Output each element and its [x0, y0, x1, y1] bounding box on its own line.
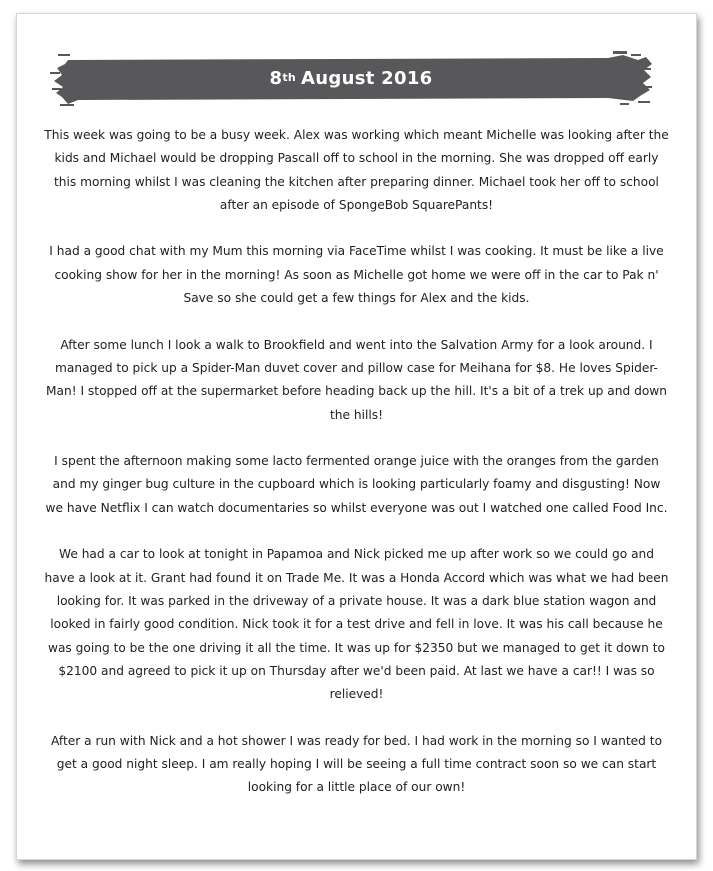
- date-day: 8: [269, 67, 283, 89]
- entry-body: [44, 124, 669, 823]
- date-banner: [48, 46, 654, 110]
- paragraph-1: This week was going to be a busy week. Alex was working which meant Michelle was looking after the kids and Michael would be dropping Pascall off to school in the morning. She was dropped off early this morning whilst I was cleaning the kitchen after preparing dinner. Michael took her off to school after an episode of SpongeBob SquarePants!: [44, 128, 669, 212]
- paragraph-4: I spent the afternoon making some lacto fermented orange juice with the oranges from the garden and my ginger bug culture in the cupboard which is looking particularly foamy and disgusting! Now we have Netflix I can watch documentaries so whilst everyone was out I watched one called Food Inc.: [45, 454, 668, 515]
- date-suffix: th: [282, 70, 297, 84]
- paragraph-6: After a run with Nick and a hot shower I was ready for bed. I had work in the morning so I wanted to get a good night sleep. I am really hoping I will be seeing a full time contract soon so we can start looking for a little place of our own!: [50, 733, 663, 795]
- entry-date: [48, 46, 654, 110]
- paragraph-5: We had a car to look at tonight in Papamoa and Nick picked me up after work so we could go and have a look at it. Grant had found it on Trade Me. It was a Honda Accord which was what we had been looking for. It was parked in the driveway of a private house. It was a dark blue station wagon and looked in fairly good condition. Nick took it for a test drive and fell in love. It was his call because he was going to be the one driving it all the time. It was up for $2350 but we managed to get it down to $2100 and agreed to pick it up on Thursday after we'd been paid. At last we have a car!! I was so relieved!: [44, 547, 669, 702]
- date-month-year: August 2016: [301, 67, 433, 89]
- paragraph-3: After some lunch I look a walk to Brookfield and went into the Salvation Army for a look around. I managed to pick up a Spider-Man duvet cover and pillow case for Meihana for $8. He loves Spider-Man! I stopped off at the supermarket before heading back up the hill. It's a bit of a trek up and down the hills!: [46, 337, 667, 422]
- paragraph-2: I had a good chat with my Mum this morning via FaceTime whilst I was cooking. It must be like a live cooking show for her in the morning! As soon as Michelle got home we were off in the car to Pak n' Save so she could get a few things for Alex and the kids.: [49, 244, 664, 306]
